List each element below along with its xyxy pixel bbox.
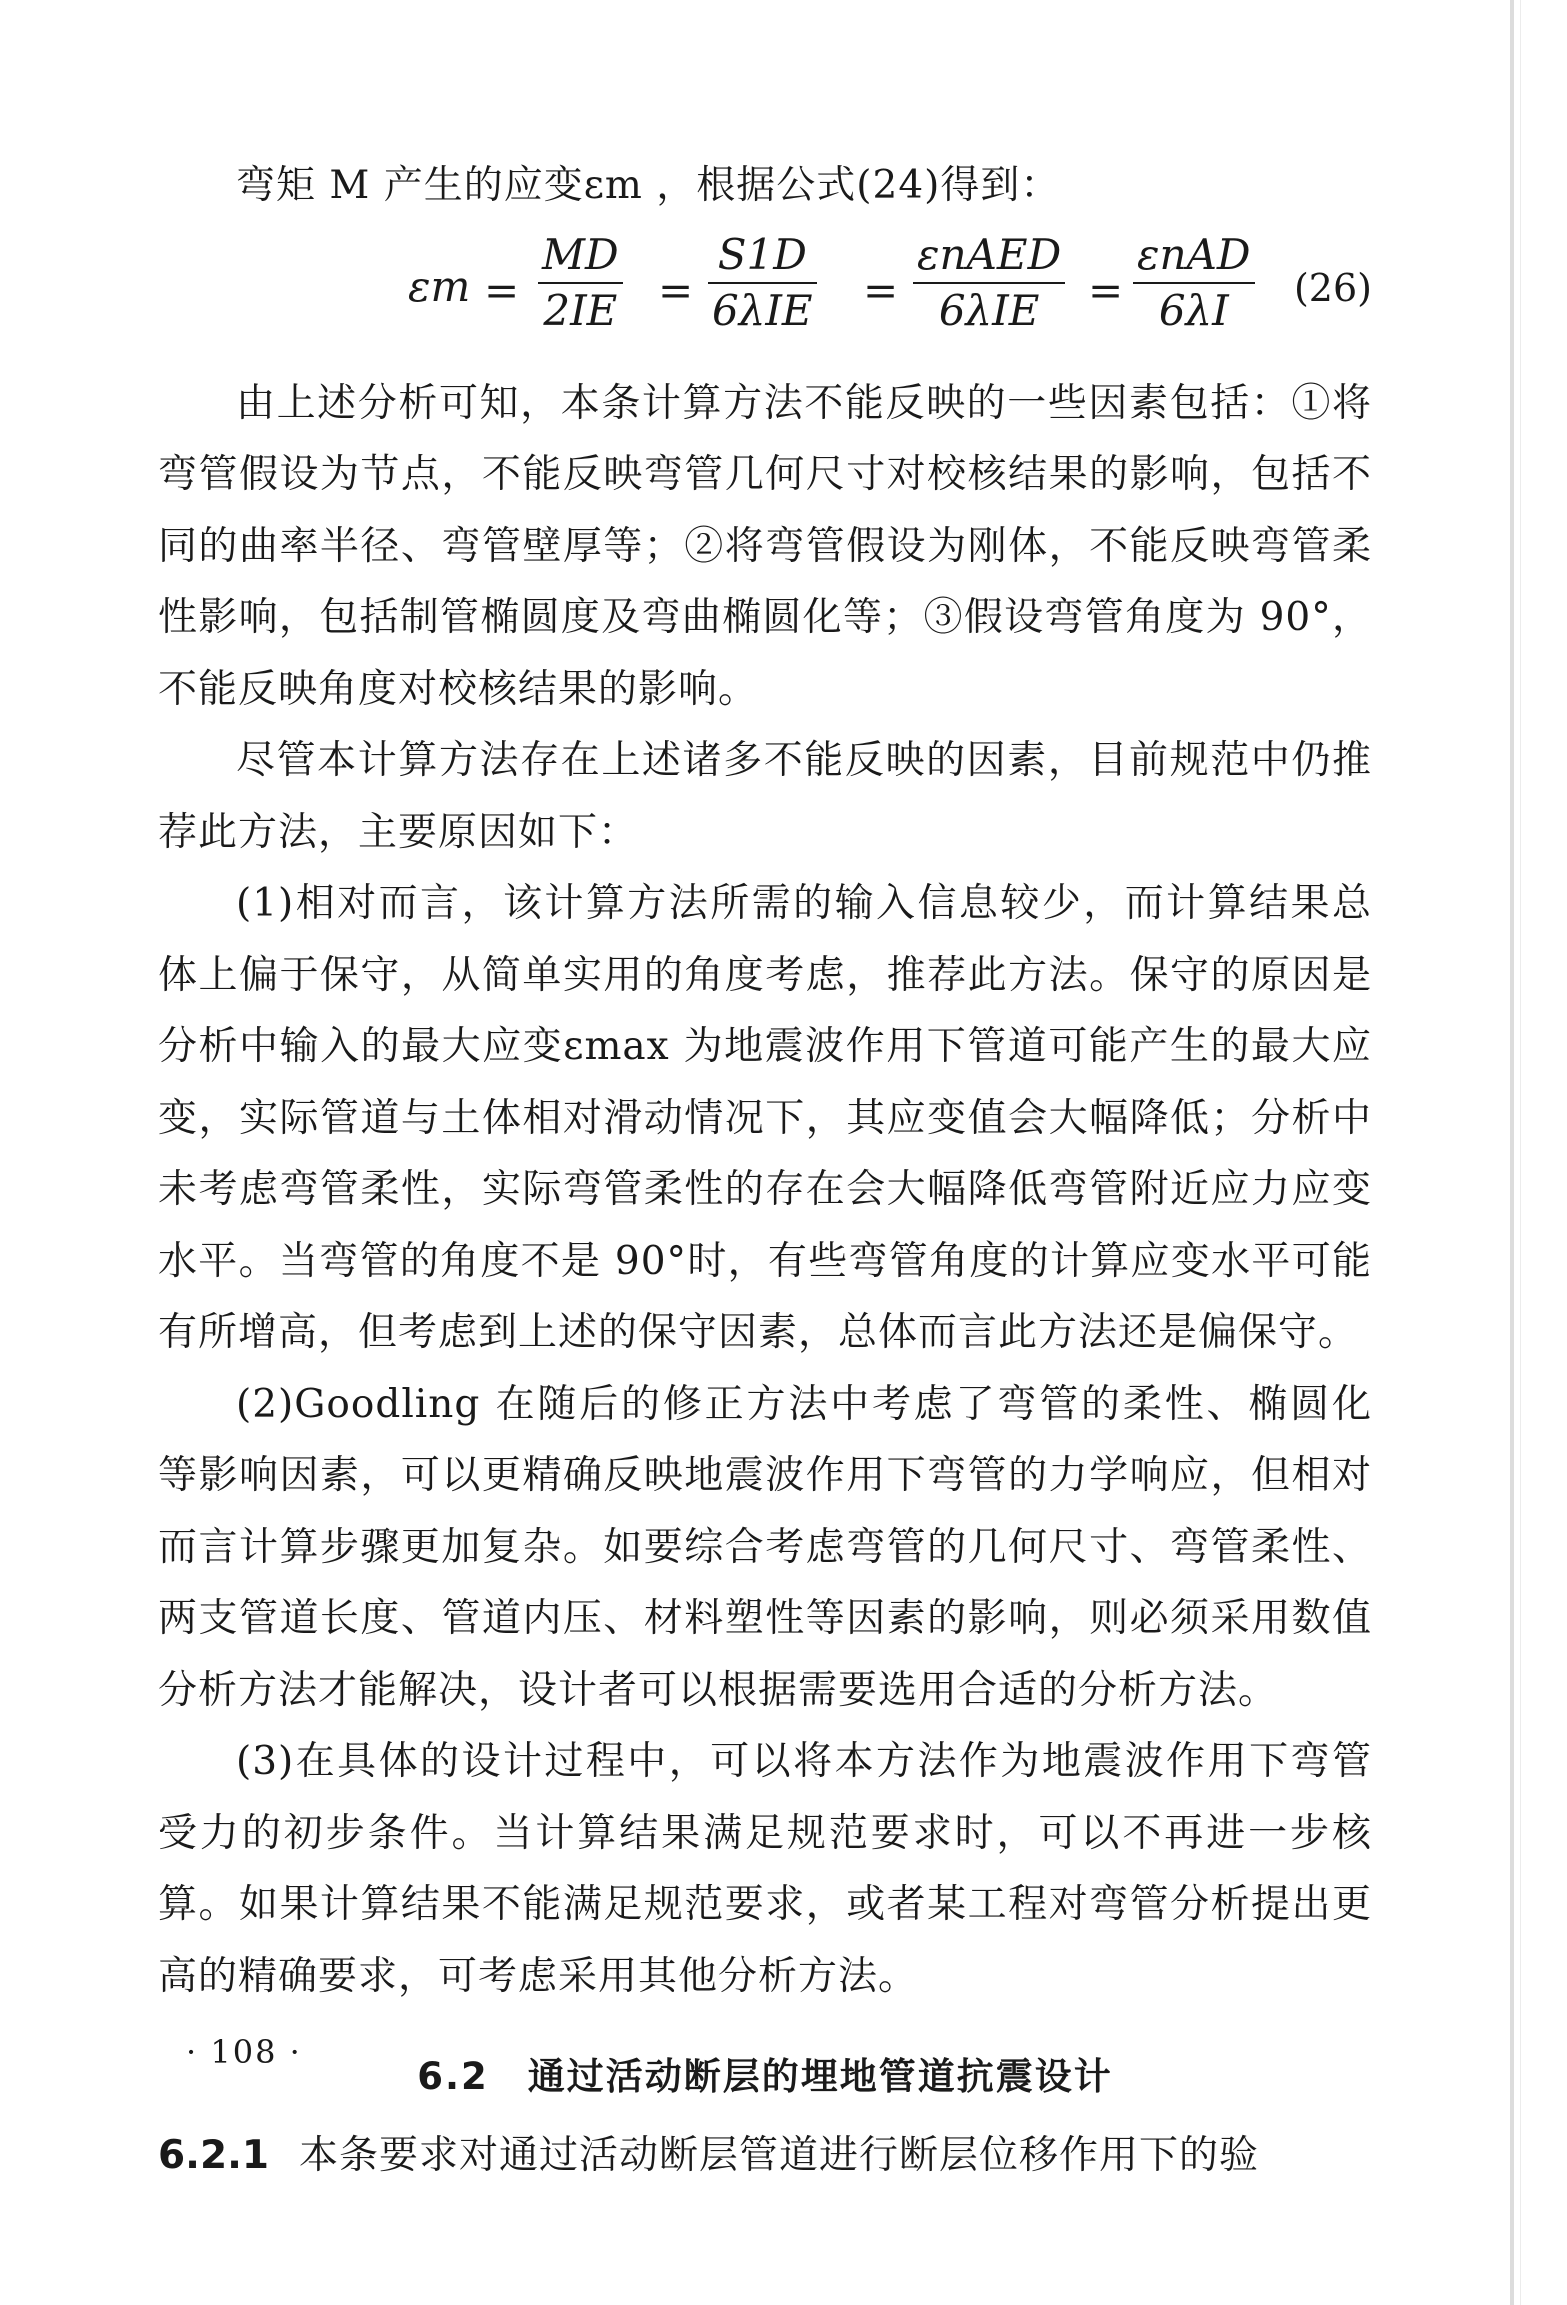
paragraph-reasons-intro: 尽管本计算方法存在上述诸多不能反映的因素，目前规范中仍推荐此方法，主要原因如下： [158, 738, 1372, 855]
fraction-3-denominator: 6λIE [938, 285, 1040, 335]
clause-text: 本条要求对通过活动断层管道进行断层位移作用下的验 [299, 2133, 1260, 2178]
clause-number: 6.2.1 [158, 2133, 270, 2178]
paragraph-factors: 由上述分析可知，本条计算方法不能反映的一些因素包括：①将弯管假设为节点，不能反映弯管几何尺寸对校核结果的影响，包括不同的曲率半径、弯管壁厚等；②将弯管假设为刚体，不能反映弯管柔性影响，包括制管椭圆度及弯曲椭圆化等；③假设弯管角度为 90°，不能反映角度对校核结果的影响。 [158, 380, 1372, 712]
fraction-2 [708, 230, 817, 336]
equation-26 [158, 222, 1372, 368]
formula-intro: 弯矩 M 产生的应变εm ，根据公式(24)得到： [236, 163, 1061, 208]
fraction-4-numerator: εnAD [1137, 229, 1251, 279]
fraction-1-numerator: MD [542, 229, 619, 279]
paragraph-reason-2: (2)Goodling 在随后的修正方法中考虑了弯管的柔性、椭圆化等影响因素，可以更精确反映地震波作用下弯管的力学响应，但相对而言计算步骤更加复杂。如要综合考虑弯管的几何尺寸、弯管柔性、两支管道长度、管道内压、材料塑性等因素的影响，则必须采用数值分析方法才能解决，设计者可以根据需要选用合适的分析方法。 [158, 1381, 1372, 1713]
fraction-4 [1133, 230, 1255, 336]
equation-number: (26) [1293, 265, 1372, 310]
page-content [158, 150, 1372, 2192]
clause-6-2-1 [158, 2120, 1372, 2192]
equals-sign: = [1088, 265, 1124, 315]
fraction-2-numerator: S1D [717, 229, 807, 279]
page-edge [1510, 0, 1514, 2305]
paragraph-reason-1: (1)相对而言，该计算方法所需的输入信息较少，而计算结果总体上偏于保守，从简单实用的角度考虑，推荐此方法。保守的原因是分析中输入的最大应变εmax 为地震波作用下管道可能产生的最大应变，实际管道与土体相对滑动情况下，其应变值会大幅降低；分析中未考虑弯管柔性，实际弯管柔性的存在会大幅降低弯管附近应力应变水平。当弯管的角度不是 90°时，有些弯管角度的计算应变水平可能有所增高，但考虑到上述的保守因素，总体而言此方法还是偏保守。 [158, 881, 1372, 1355]
fraction-1-denominator: 2IE [543, 285, 618, 335]
fraction-3-numerator: εnAED [917, 229, 1062, 279]
equals-sign: = [658, 265, 694, 315]
page-number: · 108 · [186, 2033, 302, 2071]
paragraph-reason-3: (3)在具体的设计过程中，可以将本方法作为地震波作用下弯管受力的初步条件。当计算结果满足规范要求时，可以不再进一步核算。如果计算结果不能满足规范要求，或者某工程对弯管分析提出更高的精确要求，可考虑采用其他分析方法。 [158, 1739, 1372, 1999]
fraction-1 [538, 230, 623, 336]
fraction-4-denominator: 6λI [1158, 285, 1229, 335]
equation-lhs: εm [408, 261, 471, 311]
equals-sign: = [484, 265, 520, 315]
section-title: 6.2 通过活动断层的埋地管道抗震设计 [417, 2055, 1113, 2098]
fraction-3 [913, 230, 1065, 336]
equals-sign: = [863, 265, 899, 315]
fraction-2-denominator: 6λIE [712, 285, 813, 335]
page-edge-shadow [1520, 0, 1521, 2305]
